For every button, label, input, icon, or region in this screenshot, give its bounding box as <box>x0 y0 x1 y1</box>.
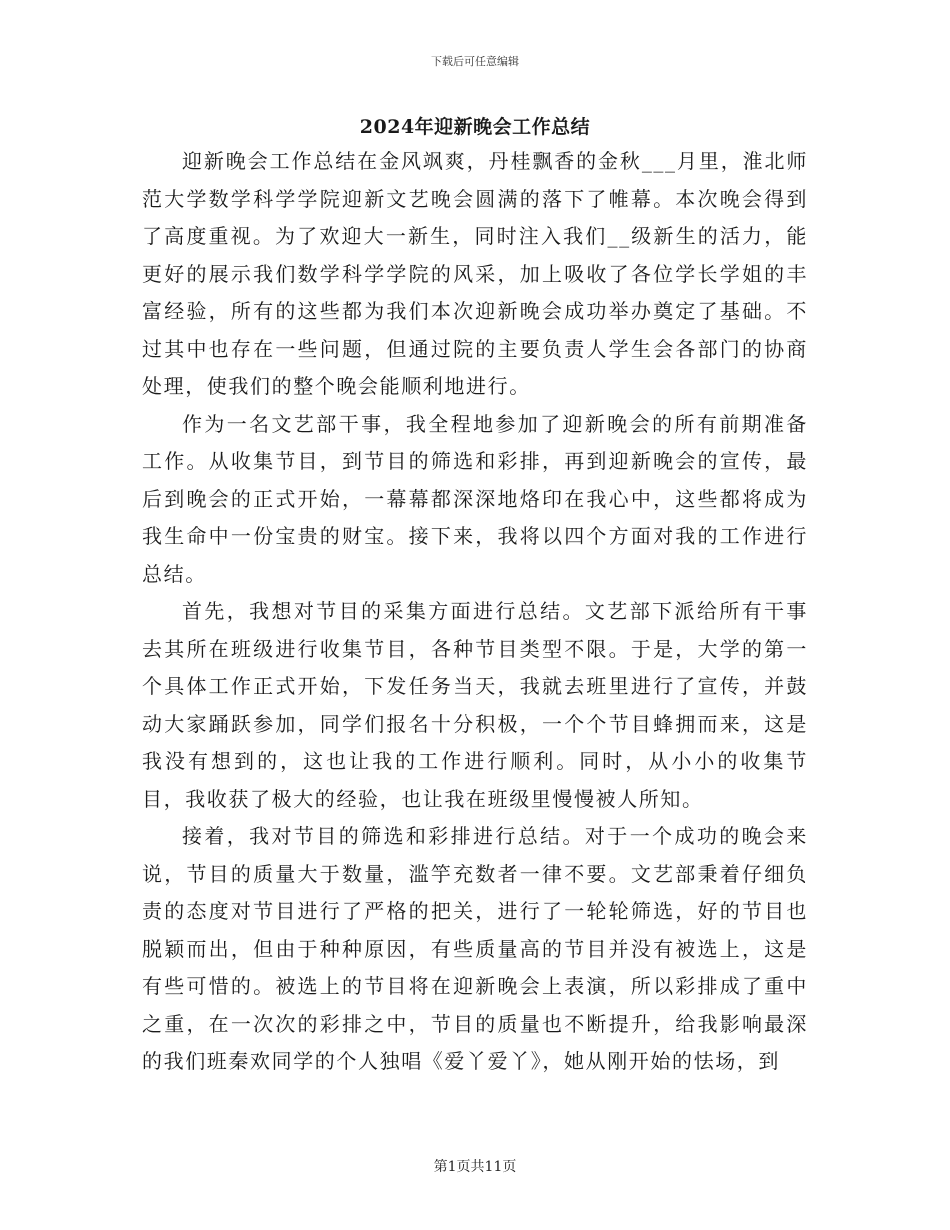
document-title: 2024年迎新晚会工作总结 <box>359 116 591 138</box>
header-note: 下载后可任意编辑 <box>431 55 519 68</box>
document-body <box>142 143 808 1081</box>
paragraph-3: 首先，我想对节目的采集方面进行总结。文艺部下派给所有干事去其所在班级进行收集节目，各种节目类型不限。于是，大学的第一个具体工作正式开始，下发任务当天，我就去班里进行了宣传，并鼓动大家踊跃参加，同学们报名十分积极，一个个节目蜂拥而来，这是我没有想到的，这也让我的工作进行顺利。同时，从小小的收集节目，我收获了极大的经验，也让我在班级里慢慢被人所知。 <box>142 599 808 811</box>
paragraph-1: 迎新晚会工作总结在金风飒爽，丹桂飘香的金秋___月里，淮北师范大学数学科学学院迎新文艺晚会圆满的落下了帷幕。本次晚会得到了高度重视。为了欢迎大一新生，同时注入我们__级新生的活力，能更好的展示我们数学科学学院的风采，加上吸收了各位学长学姐的丰富经验，所有的这些都为我们本次迎新晚会成功举办奠定了基础。不过其中也存在一些问题，但通过院的主要负责人学生会各部门的协商处理，使我们的整个晚会能顺利地进行。 <box>142 149 808 398</box>
page-number: 第1页共11页 <box>433 1159 517 1175</box>
paragraph-2: 作为一名文艺部干事，我全程地参加了迎新晚会的所有前期准备工作。从收集节目，到节目的筛选和彩排，再到迎新晚会的宣传，最后到晚会的正式开始，一幕幕都深深地烙印在我心中，这些都将成为我生命中一份宝贵的财宝。接下来，我将以四个方面对我的工作进行总结。 <box>142 411 808 586</box>
paragraph-4: 接着，我对节目的筛选和彩排进行总结。对于一个成功的晚会来说，节目的质量大于数量，滥竽充数者一律不要。文艺部秉着仔细负责的态度对节目进行了严格的把关，进行了一轮轮筛选，好的节目也脱颖而出，但由于种种原因，有些质量高的节目并没有被选上，这是有些可惜的。被选上的节目将在迎新晚会上表演，所以彩排成了重中之重，在一次次的彩排之中，节目的质量也不断提升，给我影响最深的我们班秦欢同学的个人独唱《爱丫爱丫》，她从刚开始的怯场，到 <box>142 824 808 1073</box>
